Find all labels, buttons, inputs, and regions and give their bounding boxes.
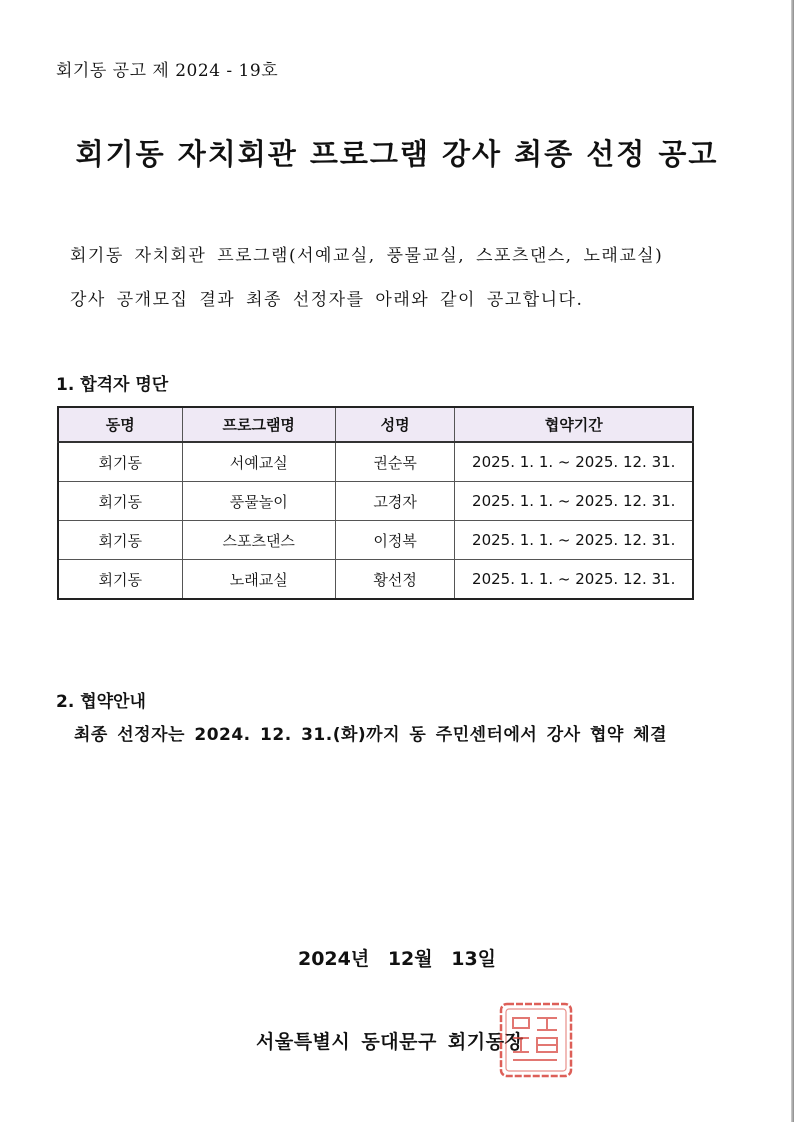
cell-dong: 회기동 bbox=[58, 560, 182, 600]
cell-term: 2025. 1. 1. ~ 2025. 12. 31. bbox=[455, 442, 693, 482]
header-name: 성명 bbox=[335, 407, 455, 442]
table-row bbox=[58, 482, 693, 521]
issue-date: 2024년 12월 13일 bbox=[297, 948, 497, 970]
contract-guide-text: 최종 선정자는 2024. 12. 31.(화)까지 동 주민센터에서 강사 협약 체결 bbox=[74, 725, 668, 745]
intro-line-1: 회기동 자치회관 프로그램(서예교실, 풍물교실, 스포츠댄스, 노래교실) bbox=[70, 246, 664, 266]
header-term: 협약기간 bbox=[455, 407, 693, 442]
cell-dong: 회기동 bbox=[58, 482, 182, 521]
passed-candidates-table bbox=[57, 406, 694, 600]
cell-program: 서예교실 bbox=[182, 442, 335, 482]
header-dong: 동명 bbox=[58, 407, 182, 442]
issuer-name: 서울특별시 동대문구 회기동장 bbox=[256, 1031, 524, 1053]
official-seal-icon bbox=[497, 1000, 575, 1080]
cell-term: 2025. 1. 1. ~ 2025. 12. 31. bbox=[455, 560, 693, 600]
table-header-row bbox=[58, 407, 693, 442]
section-heading-contract-guide: 2. 협약안내 bbox=[56, 692, 146, 712]
notice-number: 회기동 공고 제 2024 - 19호 bbox=[56, 61, 279, 81]
cell-term: 2025. 1. 1. ~ 2025. 12. 31. bbox=[455, 521, 693, 560]
cell-name: 황선정 bbox=[335, 560, 455, 600]
cell-dong: 회기동 bbox=[58, 521, 182, 560]
section-heading-passed-list: 1. 합격자 명단 bbox=[56, 375, 169, 395]
cell-program: 노래교실 bbox=[182, 560, 335, 600]
page-title: 회기동 자치회관 프로그램 강사 최종 선정 공고 bbox=[75, 137, 719, 171]
table-row bbox=[58, 442, 693, 482]
table-row bbox=[58, 560, 693, 600]
intro-line-2: 강사 공개모집 결과 최종 선정자를 아래와 같이 공고합니다. bbox=[70, 290, 584, 310]
cell-name: 이정복 bbox=[335, 521, 455, 560]
header-program: 프로그램명 bbox=[182, 407, 335, 442]
cell-program: 스포츠댄스 bbox=[182, 521, 335, 560]
cell-dong: 회기동 bbox=[58, 442, 182, 482]
cell-name: 권순목 bbox=[335, 442, 455, 482]
table-row bbox=[58, 521, 693, 560]
cell-name: 고경자 bbox=[335, 482, 455, 521]
cell-program: 풍물놀이 bbox=[182, 482, 335, 521]
cell-term: 2025. 1. 1. ~ 2025. 12. 31. bbox=[455, 482, 693, 521]
